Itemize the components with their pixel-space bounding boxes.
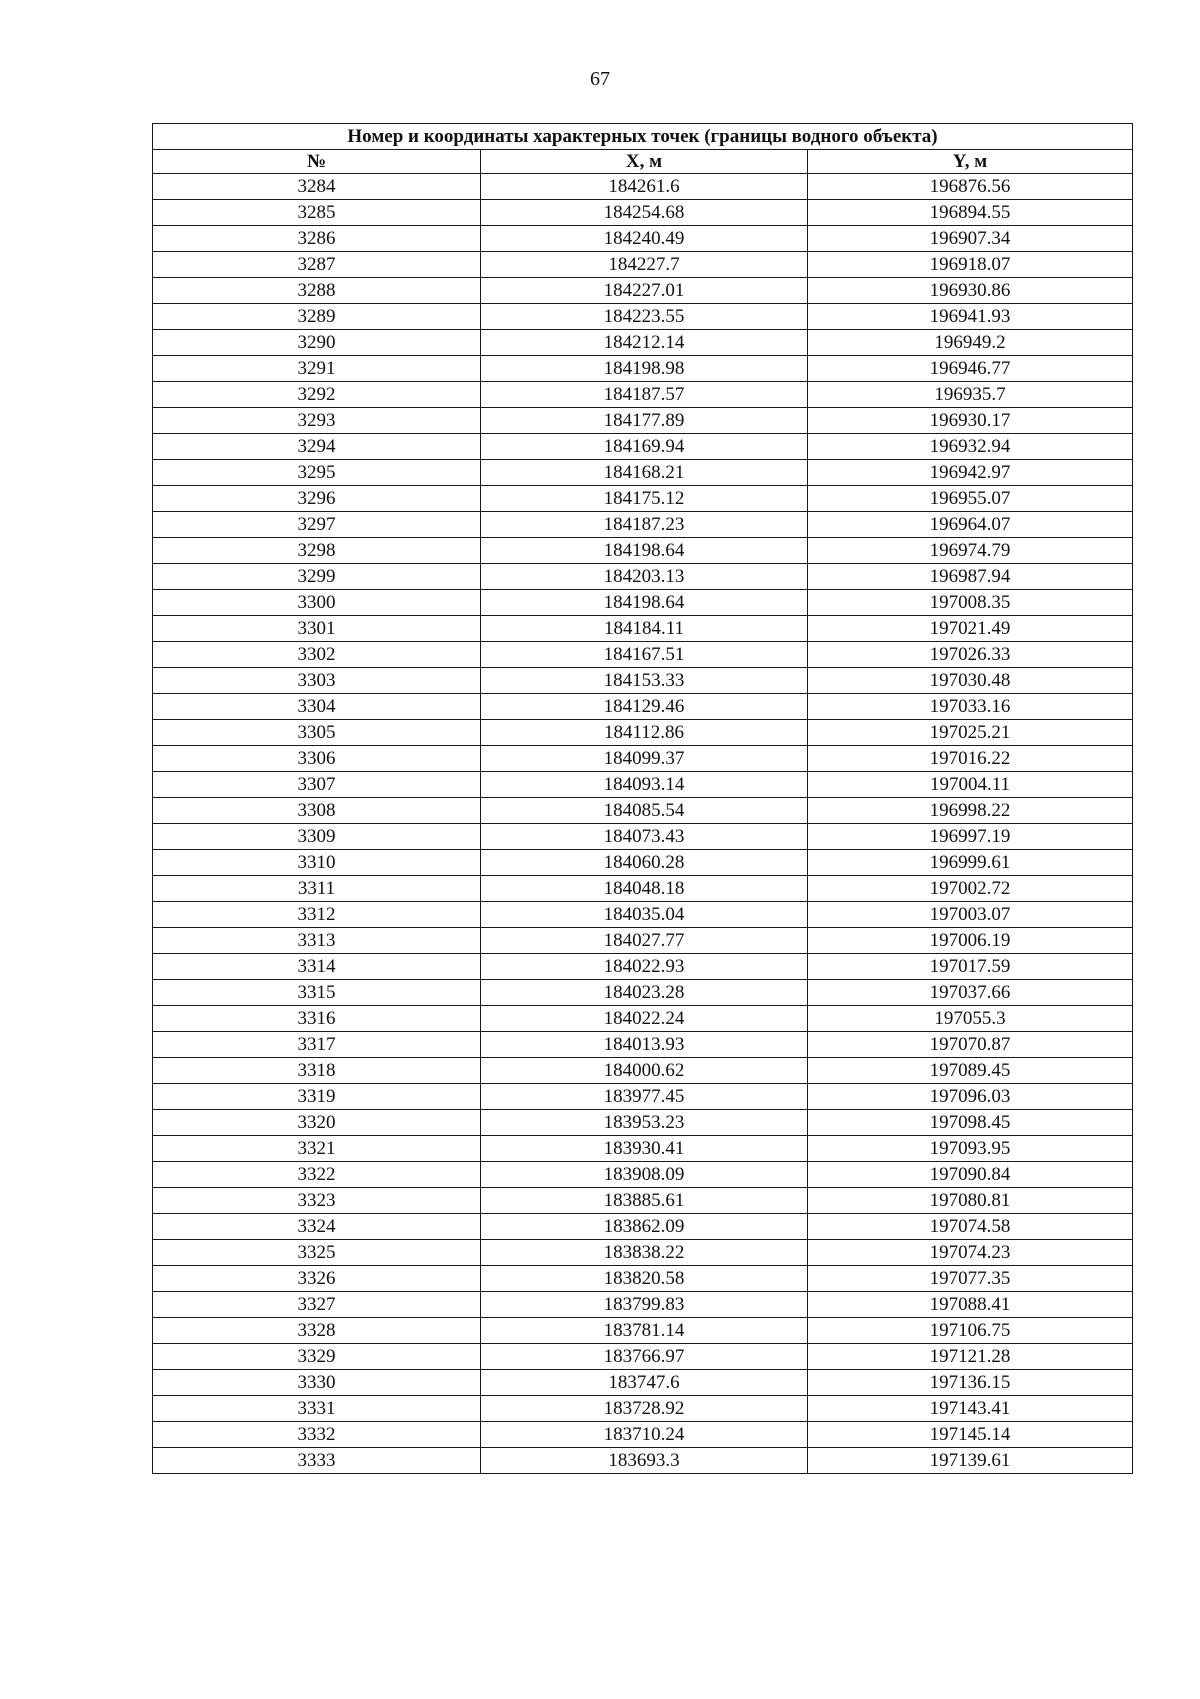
table-row xyxy=(153,746,1133,772)
table-row xyxy=(153,512,1133,538)
y-coordinate-cell: 197021.49 xyxy=(808,616,1133,642)
coordinates-table-container xyxy=(152,123,1132,1474)
point-number-cell: 3310 xyxy=(153,850,481,876)
x-coordinate-cell: 184254.68 xyxy=(481,200,808,226)
x-coordinate-cell: 183908.09 xyxy=(481,1162,808,1188)
table-row xyxy=(153,330,1133,356)
table-row xyxy=(153,876,1133,902)
x-coordinate-cell: 183862.09 xyxy=(481,1214,808,1240)
x-coordinate-cell: 183766.97 xyxy=(481,1344,808,1370)
point-number-cell: 3308 xyxy=(153,798,481,824)
y-coordinate-cell: 197070.87 xyxy=(808,1032,1133,1058)
column-header-x: X, м xyxy=(481,150,808,174)
table-title: Номер и координаты характерных точек (границы водного объекта) xyxy=(153,124,1133,150)
coordinates-table xyxy=(152,123,1133,1474)
x-coordinate-cell: 184093.14 xyxy=(481,772,808,798)
x-coordinate-cell: 184198.64 xyxy=(481,538,808,564)
point-number-cell: 3322 xyxy=(153,1162,481,1188)
y-coordinate-cell: 197017.59 xyxy=(808,954,1133,980)
table-row xyxy=(153,1396,1133,1422)
y-coordinate-cell: 197139.61 xyxy=(808,1448,1133,1474)
y-coordinate-cell: 196974.79 xyxy=(808,538,1133,564)
y-coordinate-cell: 197145.14 xyxy=(808,1422,1133,1448)
table-row xyxy=(153,252,1133,278)
x-coordinate-cell: 183799.83 xyxy=(481,1292,808,1318)
x-coordinate-cell: 184177.89 xyxy=(481,408,808,434)
y-coordinate-cell: 196907.34 xyxy=(808,226,1133,252)
point-number-cell: 3304 xyxy=(153,694,481,720)
x-coordinate-cell: 183728.92 xyxy=(481,1396,808,1422)
point-number-cell: 3309 xyxy=(153,824,481,850)
y-coordinate-cell: 197136.15 xyxy=(808,1370,1133,1396)
x-coordinate-cell: 184198.98 xyxy=(481,356,808,382)
point-number-cell: 3291 xyxy=(153,356,481,382)
table-row xyxy=(153,850,1133,876)
x-coordinate-cell: 184027.77 xyxy=(481,928,808,954)
y-coordinate-cell: 196876.56 xyxy=(808,174,1133,200)
y-coordinate-cell: 197055.3 xyxy=(808,1006,1133,1032)
y-coordinate-cell: 196998.22 xyxy=(808,798,1133,824)
x-coordinate-cell: 184223.55 xyxy=(481,304,808,330)
point-number-cell: 3329 xyxy=(153,1344,481,1370)
point-number-cell: 3328 xyxy=(153,1318,481,1344)
table-row xyxy=(153,902,1133,928)
point-number-cell: 3300 xyxy=(153,590,481,616)
y-coordinate-cell: 197030.48 xyxy=(808,668,1133,694)
y-coordinate-cell: 197093.95 xyxy=(808,1136,1133,1162)
x-coordinate-cell: 184175.12 xyxy=(481,486,808,512)
point-number-cell: 3288 xyxy=(153,278,481,304)
point-number-cell: 3316 xyxy=(153,1006,481,1032)
table-row xyxy=(153,486,1133,512)
y-coordinate-cell: 197033.16 xyxy=(808,694,1133,720)
y-coordinate-cell: 196930.17 xyxy=(808,408,1133,434)
y-coordinate-cell: 196949.2 xyxy=(808,330,1133,356)
point-number-cell: 3332 xyxy=(153,1422,481,1448)
y-coordinate-cell: 196932.94 xyxy=(808,434,1133,460)
point-number-cell: 3313 xyxy=(153,928,481,954)
point-number-cell: 3298 xyxy=(153,538,481,564)
table-row xyxy=(153,1318,1133,1344)
table-row xyxy=(153,278,1133,304)
x-coordinate-cell: 183977.45 xyxy=(481,1084,808,1110)
y-coordinate-cell: 196946.77 xyxy=(808,356,1133,382)
table-row xyxy=(153,1110,1133,1136)
y-coordinate-cell: 197006.19 xyxy=(808,928,1133,954)
table-row xyxy=(153,1058,1133,1084)
x-coordinate-cell: 184013.93 xyxy=(481,1032,808,1058)
y-coordinate-cell: 196964.07 xyxy=(808,512,1133,538)
y-coordinate-cell: 197080.81 xyxy=(808,1188,1133,1214)
x-coordinate-cell: 184085.54 xyxy=(481,798,808,824)
column-header-number: № xyxy=(153,150,481,174)
table-row xyxy=(153,356,1133,382)
y-coordinate-cell: 197003.07 xyxy=(808,902,1133,928)
table-row xyxy=(153,1032,1133,1058)
point-number-cell: 3285 xyxy=(153,200,481,226)
x-coordinate-cell: 183820.58 xyxy=(481,1266,808,1292)
x-coordinate-cell: 184203.13 xyxy=(481,564,808,590)
x-coordinate-cell: 184023.28 xyxy=(481,980,808,1006)
point-number-cell: 3297 xyxy=(153,512,481,538)
x-coordinate-cell: 183838.22 xyxy=(481,1240,808,1266)
x-coordinate-cell: 184168.21 xyxy=(481,460,808,486)
table-row xyxy=(153,694,1133,720)
x-coordinate-cell: 184167.51 xyxy=(481,642,808,668)
point-number-cell: 3296 xyxy=(153,486,481,512)
point-number-cell: 3293 xyxy=(153,408,481,434)
table-row xyxy=(153,226,1133,252)
point-number-cell: 3299 xyxy=(153,564,481,590)
point-number-cell: 3284 xyxy=(153,174,481,200)
point-number-cell: 3287 xyxy=(153,252,481,278)
y-coordinate-cell: 197096.03 xyxy=(808,1084,1133,1110)
y-coordinate-cell: 197037.66 xyxy=(808,980,1133,1006)
x-coordinate-cell: 183930.41 xyxy=(481,1136,808,1162)
y-coordinate-cell: 196999.61 xyxy=(808,850,1133,876)
x-coordinate-cell: 184073.43 xyxy=(481,824,808,850)
y-coordinate-cell: 197088.41 xyxy=(808,1292,1133,1318)
x-coordinate-cell: 183953.23 xyxy=(481,1110,808,1136)
y-coordinate-cell: 196955.07 xyxy=(808,486,1133,512)
point-number-cell: 3333 xyxy=(153,1448,481,1474)
x-coordinate-cell: 184153.33 xyxy=(481,668,808,694)
x-coordinate-cell: 184261.6 xyxy=(481,174,808,200)
x-coordinate-cell: 184048.18 xyxy=(481,876,808,902)
point-number-cell: 3319 xyxy=(153,1084,481,1110)
y-coordinate-cell: 197089.45 xyxy=(808,1058,1133,1084)
point-number-cell: 3303 xyxy=(153,668,481,694)
x-coordinate-cell: 184227.7 xyxy=(481,252,808,278)
table-row xyxy=(153,434,1133,460)
y-coordinate-cell: 197026.33 xyxy=(808,642,1133,668)
table-row xyxy=(153,798,1133,824)
x-coordinate-cell: 184022.93 xyxy=(481,954,808,980)
table-row xyxy=(153,772,1133,798)
table-row xyxy=(153,1292,1133,1318)
table-row xyxy=(153,174,1133,200)
table-row xyxy=(153,1162,1133,1188)
point-number-cell: 3301 xyxy=(153,616,481,642)
table-row xyxy=(153,1422,1133,1448)
y-coordinate-cell: 196918.07 xyxy=(808,252,1133,278)
table-row xyxy=(153,668,1133,694)
table-row xyxy=(153,590,1133,616)
point-number-cell: 3314 xyxy=(153,954,481,980)
table-row xyxy=(153,304,1133,330)
x-coordinate-cell: 184060.28 xyxy=(481,850,808,876)
y-coordinate-cell: 197074.23 xyxy=(808,1240,1133,1266)
point-number-cell: 3325 xyxy=(153,1240,481,1266)
point-number-cell: 3321 xyxy=(153,1136,481,1162)
table-row xyxy=(153,1370,1133,1396)
x-coordinate-cell: 184198.64 xyxy=(481,590,808,616)
page-number: 67 xyxy=(590,68,610,90)
y-coordinate-cell: 196997.19 xyxy=(808,824,1133,850)
table-row xyxy=(153,538,1133,564)
x-coordinate-cell: 183885.61 xyxy=(481,1188,808,1214)
y-coordinate-cell: 196930.86 xyxy=(808,278,1133,304)
table-row xyxy=(153,616,1133,642)
y-coordinate-cell: 197106.75 xyxy=(808,1318,1133,1344)
point-number-cell: 3320 xyxy=(153,1110,481,1136)
x-coordinate-cell: 184022.24 xyxy=(481,1006,808,1032)
point-number-cell: 3330 xyxy=(153,1370,481,1396)
y-coordinate-cell: 197121.28 xyxy=(808,1344,1133,1370)
point-number-cell: 3295 xyxy=(153,460,481,486)
table-row xyxy=(153,460,1133,486)
point-number-cell: 3311 xyxy=(153,876,481,902)
table-row xyxy=(153,1448,1133,1474)
y-coordinate-cell: 197098.45 xyxy=(808,1110,1133,1136)
point-number-cell: 3323 xyxy=(153,1188,481,1214)
x-coordinate-cell: 183710.24 xyxy=(481,1422,808,1448)
table-row xyxy=(153,928,1133,954)
y-coordinate-cell: 197008.35 xyxy=(808,590,1133,616)
table-body xyxy=(153,174,1133,1474)
y-coordinate-cell: 197074.58 xyxy=(808,1214,1133,1240)
y-coordinate-cell: 197143.41 xyxy=(808,1396,1133,1422)
x-coordinate-cell: 184129.46 xyxy=(481,694,808,720)
table-row xyxy=(153,720,1133,746)
point-number-cell: 3289 xyxy=(153,304,481,330)
y-coordinate-cell: 196942.97 xyxy=(808,460,1133,486)
point-number-cell: 3292 xyxy=(153,382,481,408)
column-header-y: Y, м xyxy=(808,150,1133,174)
point-number-cell: 3327 xyxy=(153,1292,481,1318)
point-number-cell: 3324 xyxy=(153,1214,481,1240)
x-coordinate-cell: 184184.11 xyxy=(481,616,808,642)
x-coordinate-cell: 184112.86 xyxy=(481,720,808,746)
point-number-cell: 3290 xyxy=(153,330,481,356)
y-coordinate-cell: 197004.11 xyxy=(808,772,1133,798)
table-row xyxy=(153,1136,1133,1162)
x-coordinate-cell: 184187.23 xyxy=(481,512,808,538)
y-coordinate-cell: 196941.93 xyxy=(808,304,1133,330)
x-coordinate-cell: 183747.6 xyxy=(481,1370,808,1396)
x-coordinate-cell: 184227.01 xyxy=(481,278,808,304)
x-coordinate-cell: 184099.37 xyxy=(481,746,808,772)
x-coordinate-cell: 184187.57 xyxy=(481,382,808,408)
point-number-cell: 3302 xyxy=(153,642,481,668)
x-coordinate-cell: 183693.3 xyxy=(481,1448,808,1474)
table-row xyxy=(153,1084,1133,1110)
point-number-cell: 3315 xyxy=(153,980,481,1006)
table-row xyxy=(153,824,1133,850)
y-coordinate-cell: 197016.22 xyxy=(808,746,1133,772)
x-coordinate-cell: 184035.04 xyxy=(481,902,808,928)
y-coordinate-cell: 197090.84 xyxy=(808,1162,1133,1188)
table-row xyxy=(153,382,1133,408)
table-row xyxy=(153,200,1133,226)
table-row xyxy=(153,1344,1133,1370)
table-row xyxy=(153,1214,1133,1240)
y-coordinate-cell: 197025.21 xyxy=(808,720,1133,746)
table-row xyxy=(153,564,1133,590)
point-number-cell: 3317 xyxy=(153,1032,481,1058)
x-coordinate-cell: 184240.49 xyxy=(481,226,808,252)
x-coordinate-cell: 184169.94 xyxy=(481,434,808,460)
table-row xyxy=(153,408,1133,434)
x-coordinate-cell: 184000.62 xyxy=(481,1058,808,1084)
x-coordinate-cell: 183781.14 xyxy=(481,1318,808,1344)
point-number-cell: 3294 xyxy=(153,434,481,460)
table-row xyxy=(153,1240,1133,1266)
y-coordinate-cell: 196894.55 xyxy=(808,200,1133,226)
point-number-cell: 3305 xyxy=(153,720,481,746)
point-number-cell: 3286 xyxy=(153,226,481,252)
y-coordinate-cell: 197077.35 xyxy=(808,1266,1133,1292)
point-number-cell: 3306 xyxy=(153,746,481,772)
y-coordinate-cell: 197002.72 xyxy=(808,876,1133,902)
x-coordinate-cell: 184212.14 xyxy=(481,330,808,356)
point-number-cell: 3307 xyxy=(153,772,481,798)
point-number-cell: 3331 xyxy=(153,1396,481,1422)
y-coordinate-cell: 196987.94 xyxy=(808,564,1133,590)
table-row xyxy=(153,1006,1133,1032)
point-number-cell: 3318 xyxy=(153,1058,481,1084)
point-number-cell: 3312 xyxy=(153,902,481,928)
table-row xyxy=(153,980,1133,1006)
table-row xyxy=(153,642,1133,668)
y-coordinate-cell: 196935.7 xyxy=(808,382,1133,408)
table-row xyxy=(153,1266,1133,1292)
table-row xyxy=(153,954,1133,980)
table-row xyxy=(153,1188,1133,1214)
point-number-cell: 3326 xyxy=(153,1266,481,1292)
